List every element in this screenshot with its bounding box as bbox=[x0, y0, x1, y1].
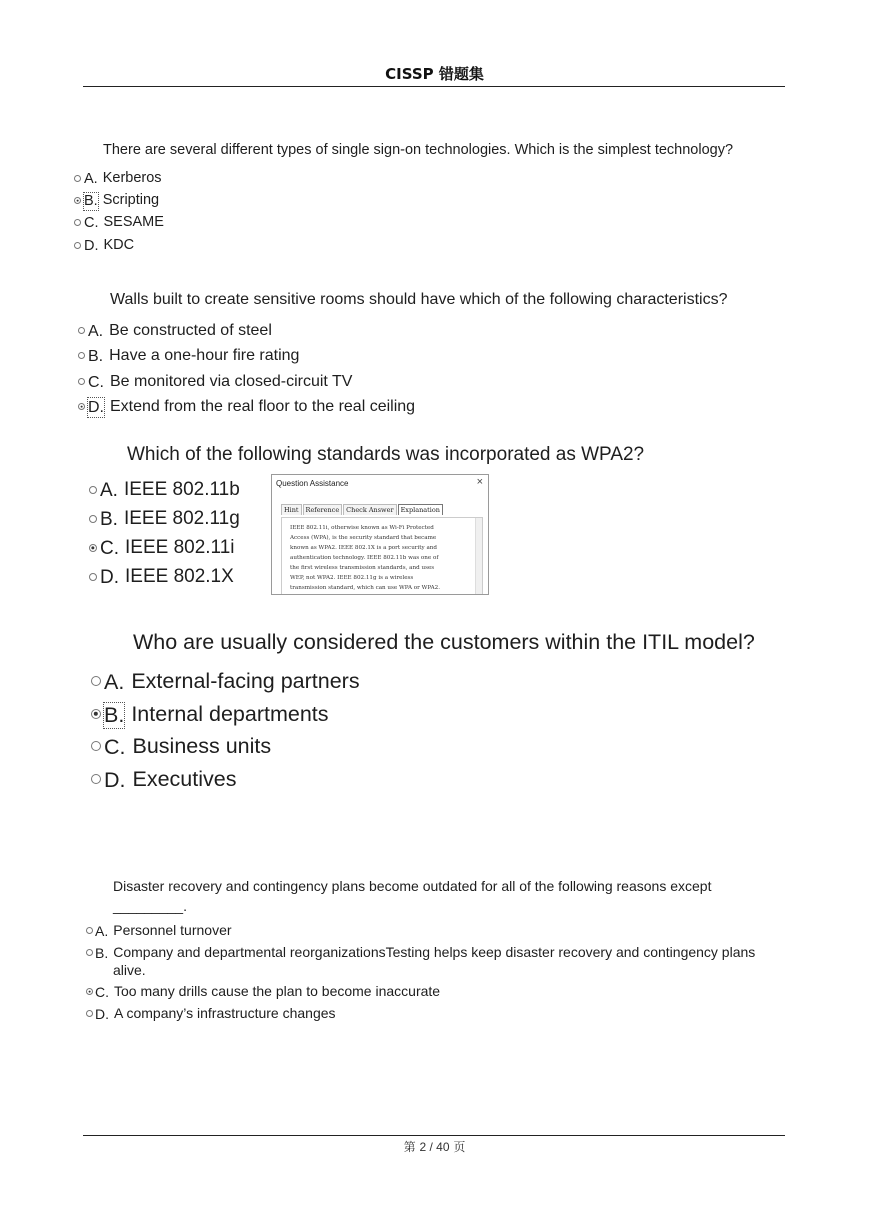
option-b[interactable] bbox=[74, 192, 159, 211]
option-letter: C. bbox=[88, 374, 104, 391]
page-count: 2 / 40 bbox=[419, 1140, 450, 1154]
option-text: Have a one-hour fire rating bbox=[109, 347, 300, 364]
tab-reference[interactable]: Reference bbox=[303, 504, 343, 515]
explanation-line: WEP, not WPA2. IEEE 802.11g is a wireless bbox=[290, 575, 414, 581]
radio-selected-icon[interactable] bbox=[78, 403, 85, 410]
option-c[interactable] bbox=[74, 214, 164, 233]
option-letter: C. bbox=[95, 984, 109, 1000]
option-a[interactable] bbox=[74, 170, 162, 189]
option-b[interactable] bbox=[78, 346, 299, 367]
header-rule bbox=[83, 86, 785, 87]
explanation-line: the first wireless transmission standards, and uses bbox=[290, 565, 435, 571]
radio-icon[interactable] bbox=[86, 927, 93, 934]
question-text: Who are usually considered the customers within the ITIL model? bbox=[133, 630, 755, 654]
radio-icon[interactable] bbox=[78, 378, 85, 385]
option-c[interactable] bbox=[89, 537, 235, 561]
option-letter: D. bbox=[84, 238, 99, 254]
option-text: Be monitored via closed-circuit TV bbox=[110, 373, 353, 390]
option-a[interactable] bbox=[78, 321, 272, 342]
option-letter: B. bbox=[104, 703, 125, 727]
explanation-text bbox=[290, 523, 474, 593]
radio-icon[interactable] bbox=[86, 949, 93, 956]
radio-selected-icon[interactable] bbox=[91, 709, 101, 719]
option-b[interactable] bbox=[86, 944, 755, 963]
option-letter: D. bbox=[104, 768, 126, 792]
option-text: Internal departments bbox=[131, 702, 329, 726]
option-text: KDC bbox=[103, 237, 135, 253]
option-d[interactable] bbox=[74, 237, 134, 256]
tab-check-answer[interactable]: Check Answer bbox=[343, 504, 396, 515]
option-a[interactable] bbox=[91, 669, 360, 696]
option-text: IEEE 802.11b bbox=[123, 479, 240, 500]
tab-hint[interactable]: Hint bbox=[281, 504, 302, 515]
question-text: There are several different types of single sign-on technologies. Which is the simplest technology? bbox=[103, 142, 734, 158]
radio-icon[interactable] bbox=[78, 327, 85, 334]
option-text: Kerberos bbox=[102, 170, 162, 186]
explanation-line: Access (WPA), is the security standard that became bbox=[290, 535, 437, 541]
scrollbar[interactable] bbox=[475, 518, 482, 595]
radio-icon[interactable] bbox=[74, 219, 81, 226]
footer-rule bbox=[83, 1135, 785, 1136]
option-d[interactable] bbox=[78, 397, 415, 418]
radio-selected-icon[interactable] bbox=[89, 544, 97, 552]
option-a[interactable] bbox=[89, 479, 240, 503]
page-number bbox=[0, 1138, 869, 1155]
radio-selected-icon[interactable] bbox=[86, 988, 93, 995]
option-text: Executives bbox=[132, 767, 237, 791]
question-assistance-dialog bbox=[271, 474, 489, 595]
option-text: Extend from the real floor to the real ceiling bbox=[110, 398, 416, 415]
dialog-tabs bbox=[281, 504, 444, 515]
radio-icon[interactable] bbox=[91, 741, 101, 751]
question-blank: _________. bbox=[113, 898, 187, 914]
radio-icon[interactable] bbox=[91, 676, 101, 686]
option-a[interactable] bbox=[86, 922, 232, 941]
option-c[interactable] bbox=[86, 983, 440, 1002]
option-letter: D. bbox=[88, 399, 104, 416]
option-text: IEEE 802.11i bbox=[125, 537, 235, 558]
option-letter: C. bbox=[84, 215, 99, 231]
radio-icon[interactable] bbox=[86, 1010, 93, 1017]
option-text-continued: alive. bbox=[113, 962, 146, 978]
option-b[interactable] bbox=[89, 508, 240, 532]
option-letter: D. bbox=[100, 567, 119, 588]
radio-icon[interactable] bbox=[78, 352, 85, 359]
option-text: Too many drills cause the plan to become inaccurate bbox=[114, 983, 441, 999]
option-text: Personnel turnover bbox=[113, 922, 232, 938]
option-letter: A. bbox=[104, 670, 125, 694]
option-text: IEEE 802.1X bbox=[125, 566, 234, 587]
radio-icon[interactable] bbox=[89, 486, 97, 494]
option-letter: A. bbox=[84, 171, 98, 187]
tab-explanation[interactable]: Explanation bbox=[398, 504, 443, 515]
option-letter: A. bbox=[95, 923, 109, 939]
question-text: Walls built to create sensitive rooms should have which of the following characteristics? bbox=[110, 291, 728, 308]
option-letter: B. bbox=[95, 945, 109, 961]
radio-icon[interactable] bbox=[89, 515, 97, 523]
explanation-line: IEEE 802.11i, otherwise known as Wi-Fi Protected bbox=[290, 525, 434, 531]
option-c[interactable] bbox=[91, 734, 271, 761]
radio-icon[interactable] bbox=[91, 774, 101, 784]
option-letter: A. bbox=[100, 480, 118, 501]
document-title: CISSP 错题集 bbox=[385, 65, 484, 83]
option-d[interactable] bbox=[86, 1005, 336, 1024]
option-c[interactable] bbox=[78, 372, 352, 393]
question-text: Which of the following standards was incorporated as WPA2? bbox=[127, 444, 645, 465]
radio-icon[interactable] bbox=[74, 175, 81, 182]
page-prefix: 第 bbox=[403, 1140, 416, 1154]
explanation-line: transmission standard, which can use WPA or WPA2. bbox=[290, 585, 441, 591]
option-text: External-facing partners bbox=[131, 669, 360, 693]
question-text: Disaster recovery and contingency plans become outdated for all of the following reasons except bbox=[113, 878, 712, 894]
option-text: SESAME bbox=[103, 214, 164, 230]
option-letter: A. bbox=[88, 323, 104, 340]
option-text: Company and departmental reorganizationsTesting helps keep disaster recovery and contingency plans bbox=[113, 944, 756, 960]
close-icon[interactable]: × bbox=[476, 476, 483, 488]
option-letter: C. bbox=[100, 538, 119, 559]
option-b[interactable] bbox=[91, 702, 329, 729]
explanation-line: known as WPA2. IEEE 802.1X is a port security and bbox=[290, 545, 437, 551]
radio-icon[interactable] bbox=[74, 242, 81, 249]
option-letter: D. bbox=[95, 1006, 109, 1022]
explanation-line: authentication technology. IEEE 802.11b was one of bbox=[290, 555, 439, 561]
option-letter: B. bbox=[84, 193, 98, 209]
option-letter: B. bbox=[100, 509, 118, 530]
explanation-panel bbox=[281, 517, 483, 595]
radio-icon[interactable] bbox=[89, 573, 97, 581]
option-text: Scripting bbox=[102, 192, 160, 208]
option-letter: B. bbox=[88, 348, 104, 365]
option-text: A company’s infrastructure changes bbox=[114, 1005, 336, 1021]
option-text: Business units bbox=[132, 734, 272, 758]
option-d[interactable] bbox=[91, 767, 236, 794]
option-text: IEEE 802.11g bbox=[123, 508, 240, 529]
dialog-title: Question Assistance bbox=[276, 479, 349, 488]
page-suffix: 页 bbox=[453, 1140, 466, 1154]
radio-selected-icon[interactable] bbox=[74, 197, 81, 204]
option-letter: C. bbox=[104, 735, 126, 759]
option-d[interactable] bbox=[89, 566, 234, 590]
option-text: Be constructed of steel bbox=[109, 322, 272, 339]
